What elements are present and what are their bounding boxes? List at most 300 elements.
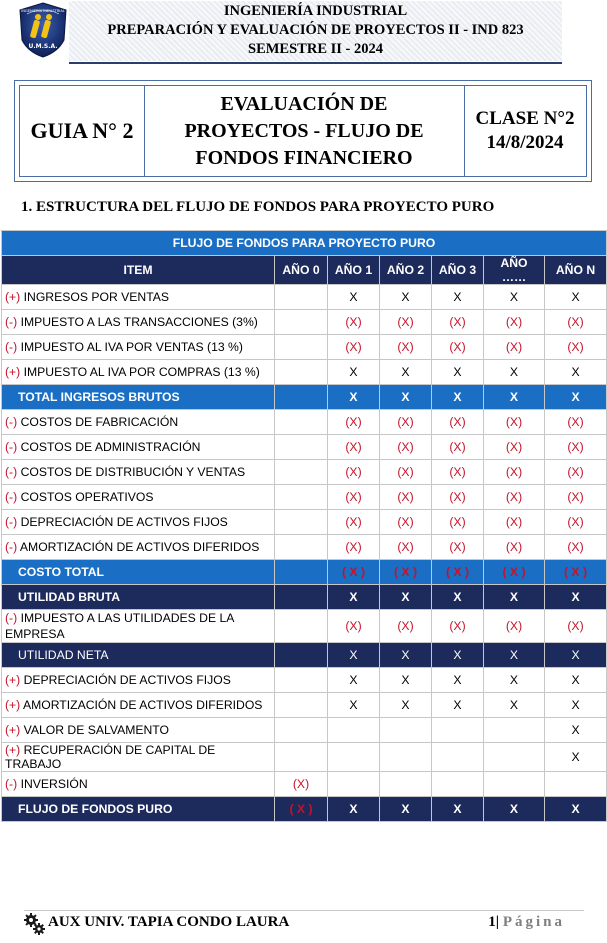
sign-marker: (-) <box>5 540 18 554</box>
cell-value: (X) <box>505 340 523 354</box>
value-cell <box>484 485 545 510</box>
value-cell <box>380 693 432 718</box>
cell-value: X <box>509 590 519 604</box>
column-header: AÑO 3 <box>432 256 484 285</box>
value-cell <box>484 435 545 460</box>
value-cell <box>380 435 432 460</box>
row-label <box>2 385 275 410</box>
sign-marker: (-) <box>5 515 18 529</box>
cell-value: X <box>349 648 358 662</box>
row-label-text: IMPUESTO AL IVA POR COMPRAS (13 %) <box>23 365 260 379</box>
row-label <box>2 310 275 335</box>
cell-value: (X) <box>397 619 414 633</box>
value-cell <box>328 460 380 485</box>
cell-value: X <box>349 698 358 712</box>
guide-title <box>144 86 465 176</box>
row-label-text: DEPRECIACIÓN DE ACTIVOS FIJOS <box>23 673 231 687</box>
value-cell <box>545 610 607 643</box>
row-label <box>2 693 275 718</box>
value-cell <box>380 360 432 385</box>
value-cell <box>380 385 432 410</box>
value-cell <box>432 772 484 797</box>
value-cell <box>380 285 432 310</box>
sign-marker: (-) <box>5 315 18 329</box>
cell-value: X <box>509 290 519 304</box>
footer-divider <box>24 910 584 911</box>
value-cell <box>328 560 380 585</box>
cell-value: X <box>453 673 462 687</box>
cell-value: (X) <box>567 340 584 354</box>
table-row <box>2 435 607 460</box>
cell-value: X <box>571 750 580 764</box>
value-cell <box>380 560 432 585</box>
value-cell <box>380 410 432 435</box>
row-label <box>2 460 275 485</box>
value-cell <box>484 585 545 610</box>
value-cell <box>432 718 484 743</box>
value-cell <box>432 643 484 668</box>
value-cell <box>432 560 484 585</box>
row-label-text: COSTOS DE FABRICACIÓN <box>20 415 179 429</box>
value-cell <box>328 718 380 743</box>
value-cell <box>545 485 607 510</box>
value-cell <box>380 510 432 535</box>
cell-value: X <box>509 365 519 379</box>
row-label <box>2 643 275 668</box>
value-cell <box>545 310 607 335</box>
cell-value: X <box>453 390 462 404</box>
value-cell <box>328 610 380 643</box>
value-cell <box>545 335 607 360</box>
value-cell <box>484 385 545 410</box>
value-cell <box>545 410 607 435</box>
table-title-row <box>2 231 607 256</box>
value-cell <box>545 585 607 610</box>
cell-value: X <box>509 648 519 662</box>
cell-value: X <box>453 698 462 712</box>
cell-value: (X) <box>345 415 362 429</box>
row-label-text: INVERSIÓN <box>20 777 88 791</box>
cell-value: (X) <box>397 415 414 429</box>
value-cell <box>275 743 328 772</box>
value-cell <box>328 385 380 410</box>
value-cell <box>545 743 607 772</box>
cell-value: (X) <box>345 340 362 354</box>
cell-value: (X) <box>397 340 414 354</box>
cell-value: (X) <box>397 440 414 454</box>
value-cell <box>545 460 607 485</box>
cash-flow-table <box>1 230 607 822</box>
cell-value: X <box>349 290 358 304</box>
value-cell <box>545 668 607 693</box>
cell-value: X <box>349 802 358 816</box>
value-cell <box>432 743 484 772</box>
value-cell <box>275 335 328 360</box>
sign-marker: (-) <box>5 490 18 504</box>
row-label-text: FLUJO DE FONDOS PURO <box>18 802 173 816</box>
table-row <box>2 668 607 693</box>
row-label <box>2 435 275 460</box>
value-cell <box>380 797 432 822</box>
value-cell <box>484 743 545 772</box>
value-cell <box>545 772 607 797</box>
value-cell <box>432 485 484 510</box>
row-label-text: COSTOS DE DISTRIBUCIÓN Y VENTAS <box>20 465 246 479</box>
gear-icon <box>24 912 46 936</box>
value-cell <box>484 772 545 797</box>
guide-title-line: FONDOS FINANCIERO <box>195 146 413 169</box>
value-cell <box>545 535 607 560</box>
value-cell <box>380 772 432 797</box>
value-cell <box>380 743 432 772</box>
cell-value: (X) <box>505 315 523 329</box>
cell-value: (X) <box>567 465 584 479</box>
cell-value: X <box>349 590 358 604</box>
value-cell <box>328 485 380 510</box>
row-label <box>2 772 275 797</box>
table-row <box>2 310 607 335</box>
svg-text:U.M.S.A.: U.M.S.A. <box>28 43 58 50</box>
cell-value: (X) <box>449 415 466 429</box>
value-cell <box>328 335 380 360</box>
value-cell <box>275 643 328 668</box>
cell-value: (X) <box>449 440 466 454</box>
value-cell <box>328 360 380 385</box>
cell-value: (X) <box>292 777 310 791</box>
value-cell <box>484 510 545 535</box>
cell-value: X <box>401 365 410 379</box>
cell-value: ( X ) <box>289 802 313 816</box>
cell-value: (X) <box>567 490 584 504</box>
cell-value: (X) <box>345 440 362 454</box>
row-label-text: COSTOS DE ADMINISTRACIÓN <box>20 440 201 454</box>
table-row <box>2 610 607 643</box>
cell-value: (X) <box>567 515 584 529</box>
value-cell <box>380 718 432 743</box>
footer-author: AUX UNIV. TAPIA CONDO LAURA <box>48 914 290 930</box>
row-label-text: AMORTIZACIÓN DE ACTIVOS DIFERIDOS <box>19 540 260 554</box>
value-cell <box>432 410 484 435</box>
cell-value: (X) <box>449 540 466 554</box>
career-name: INGENIERÍA INDUSTRIAL <box>223 3 408 19</box>
value-cell <box>380 460 432 485</box>
value-cell <box>328 643 380 668</box>
value-cell <box>432 693 484 718</box>
row-label-text: COSTO TOTAL <box>18 565 104 579</box>
cell-value: (X) <box>505 619 523 633</box>
value-cell <box>545 560 607 585</box>
cell-value: (X) <box>345 619 362 633</box>
value-cell <box>484 360 545 385</box>
guide-box <box>14 80 592 182</box>
page-header <box>0 0 607 66</box>
value-cell <box>432 385 484 410</box>
row-label <box>2 743 275 772</box>
value-cell <box>432 668 484 693</box>
table-row <box>2 797 607 822</box>
value-cell <box>545 693 607 718</box>
sign-marker: (-) <box>5 465 18 479</box>
value-cell <box>484 410 545 435</box>
cell-value: X <box>401 802 410 816</box>
cell-value: X <box>401 648 410 662</box>
value-cell <box>432 535 484 560</box>
cell-value: (X) <box>567 619 584 633</box>
cell-value: (X) <box>397 540 414 554</box>
value-cell <box>484 610 545 643</box>
value-cell <box>545 643 607 668</box>
value-cell <box>275 435 328 460</box>
value-cell <box>275 535 328 560</box>
value-cell <box>275 585 328 610</box>
value-cell <box>328 510 380 535</box>
value-cell <box>328 693 380 718</box>
cell-value: X <box>571 723 580 737</box>
row-label-text: UTILIDAD BRUTA <box>18 590 120 604</box>
cell-value: (X) <box>449 340 466 354</box>
cell-value: X <box>571 590 580 604</box>
value-cell <box>432 585 484 610</box>
value-cell <box>432 460 484 485</box>
value-cell <box>275 460 328 485</box>
cell-value: X <box>571 648 580 662</box>
class-date: 14/8/2024 <box>486 132 564 153</box>
cell-value: (X) <box>345 315 362 329</box>
cell-value: (X) <box>449 490 466 504</box>
row-label-text: VALOR DE SALVAMENTO <box>23 723 170 737</box>
footer-page <box>488 914 565 931</box>
value-cell <box>275 385 328 410</box>
value-cell <box>275 668 328 693</box>
value-cell <box>484 460 545 485</box>
row-label-text: IMPUESTO AL IVA POR VENTAS (13 %) <box>20 340 243 354</box>
value-cell <box>275 560 328 585</box>
cell-value: X <box>571 390 580 404</box>
faculty-logo-icon <box>18 2 68 58</box>
cell-value: ( X ) <box>393 565 418 579</box>
value-cell <box>380 335 432 360</box>
value-cell <box>545 797 607 822</box>
sign-marker: (+) <box>5 723 21 737</box>
value-cell <box>545 435 607 460</box>
table-row <box>2 285 607 310</box>
row-label <box>2 535 275 560</box>
cell-value: X <box>401 590 410 604</box>
value-cell <box>328 743 380 772</box>
cell-value: (X) <box>449 515 466 529</box>
cell-value: (X) <box>397 465 414 479</box>
guide-title-line: EVALUACIÓN DE <box>220 92 388 115</box>
row-label-text: AMORTIZACIÓN DE ACTIVOS DIFERIDOS <box>22 698 263 712</box>
cell-value: (X) <box>449 465 466 479</box>
course-name: PREPARACIÓN Y EVALUACIÓN DE PROYECTOS II - IND 823 <box>107 22 524 38</box>
table-header-row <box>2 256 607 285</box>
row-label <box>2 285 275 310</box>
table-row <box>2 335 607 360</box>
value-cell <box>432 610 484 643</box>
row-label-text: DEPRECIACIÓN DE ACTIVOS FIJOS <box>20 515 228 529</box>
cell-value: X <box>571 290 580 304</box>
semester: SEMESTRE II - 2024 <box>248 41 383 57</box>
row-label <box>2 585 275 610</box>
cell-value: (X) <box>345 490 362 504</box>
row-label <box>2 410 275 435</box>
table-row <box>2 772 607 797</box>
cell-value: (X) <box>505 465 523 479</box>
cell-value: X <box>349 673 358 687</box>
cell-value: ( X ) <box>563 565 588 579</box>
cell-value: X <box>571 802 580 816</box>
value-cell <box>275 360 328 385</box>
value-cell <box>328 435 380 460</box>
cell-value: X <box>509 390 519 404</box>
value-cell <box>275 285 328 310</box>
table-row <box>2 460 607 485</box>
value-cell <box>484 718 545 743</box>
value-cell <box>545 285 607 310</box>
value-cell <box>484 693 545 718</box>
column-header: AÑO N <box>545 256 607 285</box>
value-cell <box>275 485 328 510</box>
row-label-text: RECUPERACIÓN DE CAPITAL DE TRABAJO <box>5 743 216 771</box>
sign-marker: (+) <box>5 743 21 757</box>
cell-value: ( X ) <box>445 565 470 579</box>
row-label <box>2 718 275 743</box>
cell-value: (X) <box>397 515 414 529</box>
value-cell <box>380 643 432 668</box>
guide-title-line: PROYECTOS - FLUJO DE <box>184 119 424 142</box>
table-row <box>2 585 607 610</box>
value-cell <box>328 410 380 435</box>
sign-marker: (+) <box>5 673 21 687</box>
value-cell <box>328 797 380 822</box>
cell-value: X <box>401 673 410 687</box>
value-cell <box>432 335 484 360</box>
svg-text:INGENIERÍA INDUSTRIAL: INGENIERÍA INDUSTRIAL <box>21 9 65 13</box>
cell-value: (X) <box>567 440 584 454</box>
table-row <box>2 718 607 743</box>
page-number: 1 <box>488 914 496 930</box>
cell-value: (X) <box>397 490 414 504</box>
value-cell <box>545 510 607 535</box>
row-label <box>2 485 275 510</box>
row-label <box>2 610 275 643</box>
cell-value: X <box>453 590 462 604</box>
value-cell <box>275 797 328 822</box>
header-divider <box>69 62 562 64</box>
value-cell <box>275 510 328 535</box>
value-cell <box>380 485 432 510</box>
table-row <box>2 535 607 560</box>
cell-value: (X) <box>345 515 362 529</box>
value-cell <box>328 772 380 797</box>
sign-marker: (-) <box>5 340 18 354</box>
cell-value: X <box>401 698 410 712</box>
value-cell <box>328 285 380 310</box>
value-cell <box>484 335 545 360</box>
cell-value: X <box>509 698 519 712</box>
value-cell <box>275 772 328 797</box>
column-header: AÑO …… <box>484 256 545 285</box>
cell-value: X <box>349 365 358 379</box>
sign-marker: (+) <box>5 365 21 379</box>
cell-value: X <box>571 698 580 712</box>
table-row <box>2 560 607 585</box>
cell-value: X <box>571 365 580 379</box>
page-word: Página <box>502 914 565 930</box>
value-cell <box>432 510 484 535</box>
cell-value: (X) <box>567 540 584 554</box>
row-label-text: COSTOS OPERATIVOS <box>20 490 154 504</box>
class-info <box>464 86 586 176</box>
cell-value: X <box>571 673 580 687</box>
row-label <box>2 360 275 385</box>
value-cell <box>275 610 328 643</box>
cell-value: (X) <box>449 315 466 329</box>
value-cell <box>380 535 432 560</box>
table-row <box>2 510 607 535</box>
cell-value: (X) <box>505 490 523 504</box>
cell-value: (X) <box>567 415 584 429</box>
table-title: FLUJO DE FONDOS PARA PROYECTO PURO <box>2 231 607 256</box>
value-cell <box>328 668 380 693</box>
row-label-text: INGRESOS POR VENTAS <box>23 290 169 304</box>
row-label <box>2 335 275 360</box>
cell-value: X <box>453 365 462 379</box>
cell-value: (X) <box>397 315 414 329</box>
value-cell <box>432 797 484 822</box>
value-cell <box>328 535 380 560</box>
table-row <box>2 410 607 435</box>
value-cell <box>484 668 545 693</box>
value-cell <box>484 535 545 560</box>
cell-value: (X) <box>345 465 362 479</box>
value-cell <box>484 285 545 310</box>
cell-value: X <box>453 290 462 304</box>
value-cell <box>432 310 484 335</box>
row-label <box>2 560 275 585</box>
value-cell <box>545 360 607 385</box>
value-cell <box>432 360 484 385</box>
sign-marker: (-) <box>5 440 18 454</box>
table-row <box>2 693 607 718</box>
table-row <box>2 360 607 385</box>
section-heading: 1. ESTRUCTURA DEL FLUJO DE FONDOS PARA PROYECTO PURO <box>21 199 495 215</box>
cell-value: X <box>349 390 358 404</box>
sign-marker: (+) <box>5 290 21 304</box>
sign-marker: (+) <box>5 698 21 712</box>
sign-marker: (-) <box>5 611 18 625</box>
value-cell <box>432 285 484 310</box>
value-cell <box>275 718 328 743</box>
value-cell <box>328 310 380 335</box>
table-row <box>2 385 607 410</box>
value-cell <box>275 310 328 335</box>
guide-number: GUIA N° 2 <box>20 86 145 176</box>
cell-value: X <box>509 802 519 816</box>
cell-value: X <box>401 290 410 304</box>
cell-value: ( X ) <box>502 565 526 579</box>
table-row <box>2 743 607 772</box>
row-label-text: UTILIDAD NETA <box>18 648 109 662</box>
cell-value: X <box>509 673 519 687</box>
sign-marker: (-) <box>5 415 18 429</box>
value-cell <box>484 560 545 585</box>
column-header: AÑO 2 <box>380 256 432 285</box>
cell-value: (X) <box>567 315 584 329</box>
table-row <box>2 485 607 510</box>
sign-marker: (-) <box>5 777 18 791</box>
